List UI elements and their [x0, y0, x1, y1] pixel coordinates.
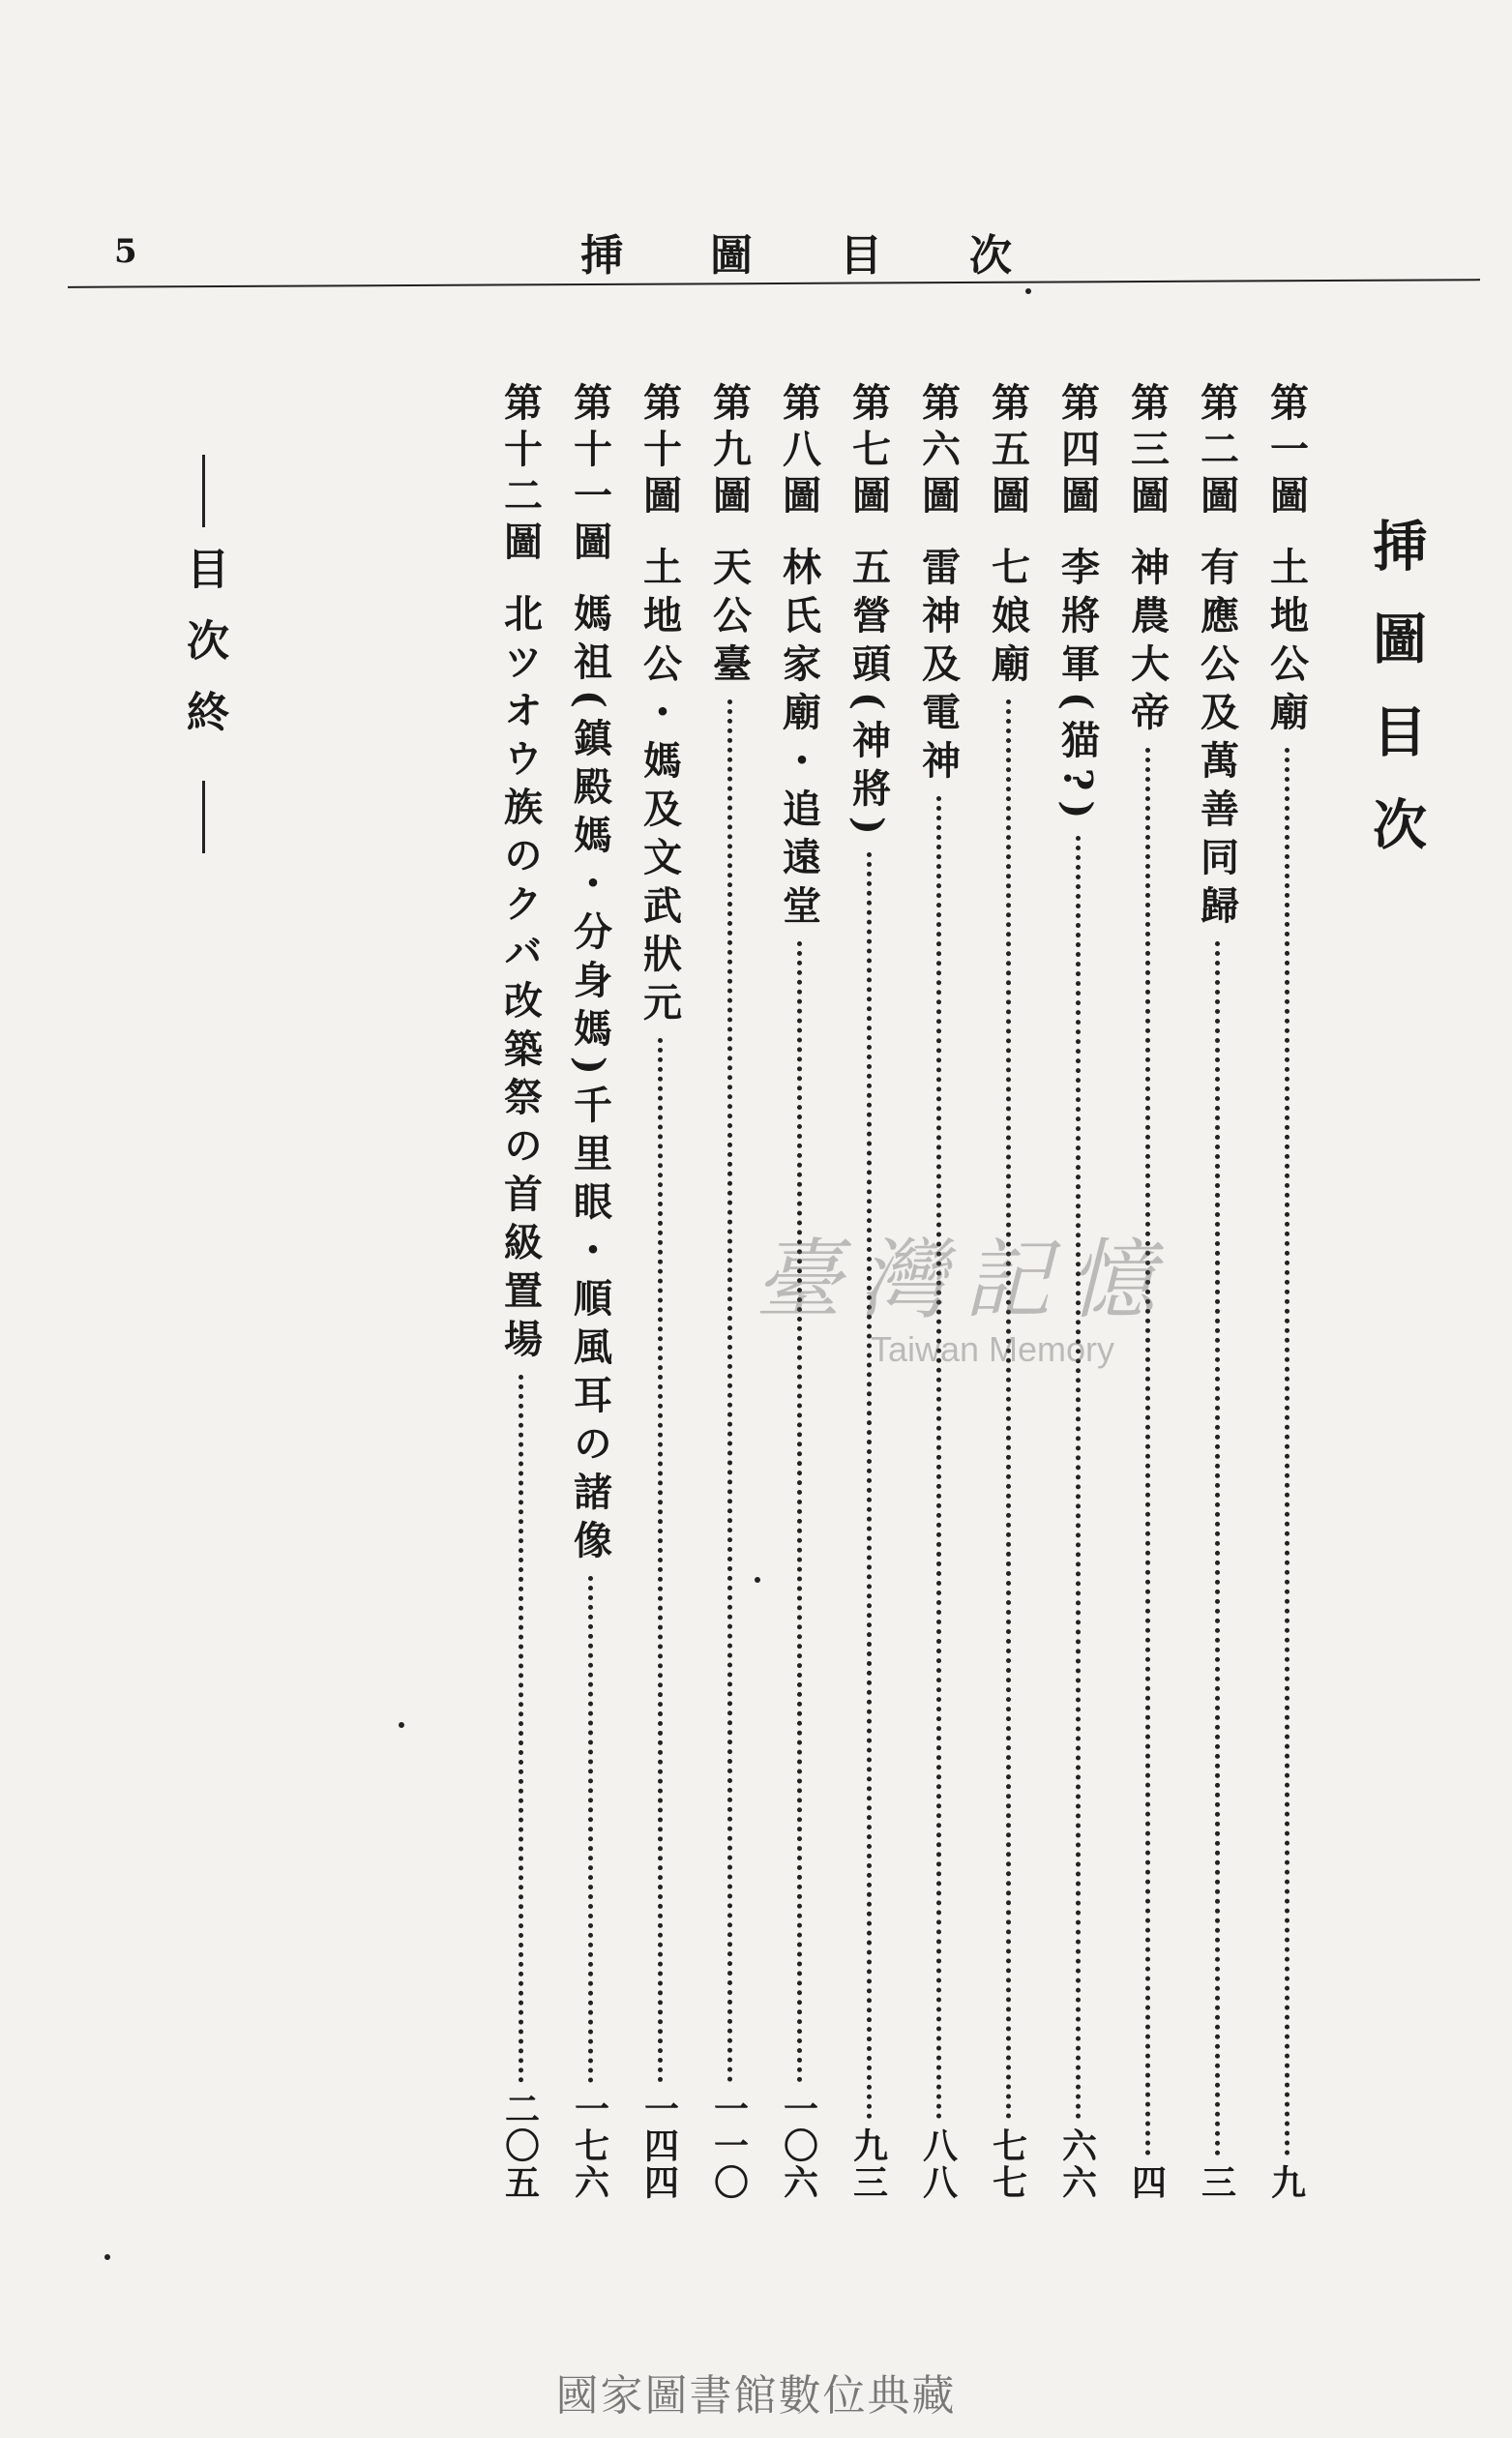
figure-number: 第一圖 — [1263, 382, 1310, 521]
page-ref: 六六 — [1056, 2127, 1098, 2201]
dot-leader — [727, 699, 732, 2083]
figure-title: 七娘廟 — [985, 547, 1031, 692]
dot-leader — [1215, 941, 1220, 2156]
dot-leader — [867, 852, 872, 2120]
figure-number: 第八圖 — [776, 382, 822, 521]
figure-title: 李將軍(猫?) — [1054, 547, 1101, 829]
toc-entry-12 — [491, 382, 549, 2201]
figure-number: 第十二圖 — [497, 382, 544, 568]
dot-leader — [1006, 699, 1011, 2120]
end-of-contents-mark — [172, 455, 234, 853]
figure-number: 第四圖 — [1054, 382, 1101, 521]
page-ref: 一四四 — [638, 2091, 680, 2201]
page-ref: 一一〇 — [708, 2091, 750, 2201]
figure-title: 林氏家廟・追遠堂 — [776, 547, 822, 934]
toc-entry-1 — [1258, 382, 1316, 2201]
figure-title: 有應公及萬善同歸 — [1194, 547, 1240, 934]
print-speck — [104, 2254, 110, 2260]
figure-title: 天公臺 — [706, 547, 753, 692]
page-ref: 八八 — [917, 2127, 959, 2201]
watermark-subtext: Taiwan Memory — [870, 1329, 1115, 1369]
end-mark-line-bottom — [202, 781, 205, 853]
figure-number: 第十圖 — [637, 382, 683, 521]
print-speck — [1025, 288, 1031, 294]
figure-number: 第六圖 — [915, 382, 962, 521]
figure-title: 雷神及電神 — [915, 547, 962, 788]
page-title: 挿圖目次 — [1364, 518, 1428, 889]
dot-leader — [658, 1038, 663, 2083]
print-speck — [399, 1722, 404, 1728]
figure-title: 神農大帝 — [1124, 547, 1171, 740]
page-ref: 一七六 — [569, 2091, 610, 2201]
figure-title: 土地公廟 — [1263, 547, 1310, 740]
footer-credit: 國家圖書館數位典藏 — [555, 2371, 957, 2421]
dot-leader — [1285, 748, 1290, 2156]
end-mark-line-top — [202, 455, 205, 527]
page-ref: 七七 — [987, 2127, 1028, 2201]
page-number: 5 — [114, 232, 137, 271]
figure-number: 第九圖 — [706, 382, 753, 521]
running-head: 挿圖目次 — [580, 231, 1099, 281]
dot-leader — [1076, 836, 1081, 2120]
figure-number: 第三圖 — [1124, 382, 1171, 521]
dot-leader — [519, 1375, 523, 2083]
figure-title: 媽祖(鎮殿媽・分身媽)千里眼・順風耳の諸像 — [567, 593, 613, 1568]
page-ref: 一〇六 — [778, 2091, 819, 2201]
toc-entry-9 — [700, 382, 758, 2201]
figure-title: 土地公・媽及文武狀元 — [637, 547, 683, 1030]
toc-entry-11 — [561, 382, 619, 2201]
figure-number: 第五圖 — [985, 382, 1031, 521]
figure-title: 北ツオウ族のクバ改築祭の首級置場 — [497, 593, 544, 1367]
toc-entry-2 — [1188, 382, 1246, 2201]
toc-entry-10 — [631, 382, 689, 2201]
dot-leader — [588, 1576, 593, 2083]
print-speck — [755, 1577, 760, 1583]
dot-leader — [1145, 748, 1150, 2156]
watermark-text: 臺灣記憶 — [755, 1230, 1172, 1331]
watermark — [755, 1209, 1172, 1370]
page-ref: 三 — [1196, 2164, 1237, 2201]
dot-leader — [797, 941, 802, 2083]
end-mark-text: 目次終 — [179, 547, 228, 761]
figure-number: 第七圖 — [845, 382, 892, 521]
page-ref: 九 — [1265, 2164, 1307, 2201]
figure-number: 第十一圖 — [567, 382, 613, 568]
page-ref: 四 — [1126, 2164, 1168, 2201]
figure-title: 五營頭(神將) — [845, 547, 892, 845]
page-ref: 九三 — [847, 2127, 889, 2201]
figure-number: 第二圖 — [1194, 382, 1240, 521]
page-ref: 二〇五 — [499, 2091, 541, 2201]
dot-leader — [936, 796, 941, 2120]
